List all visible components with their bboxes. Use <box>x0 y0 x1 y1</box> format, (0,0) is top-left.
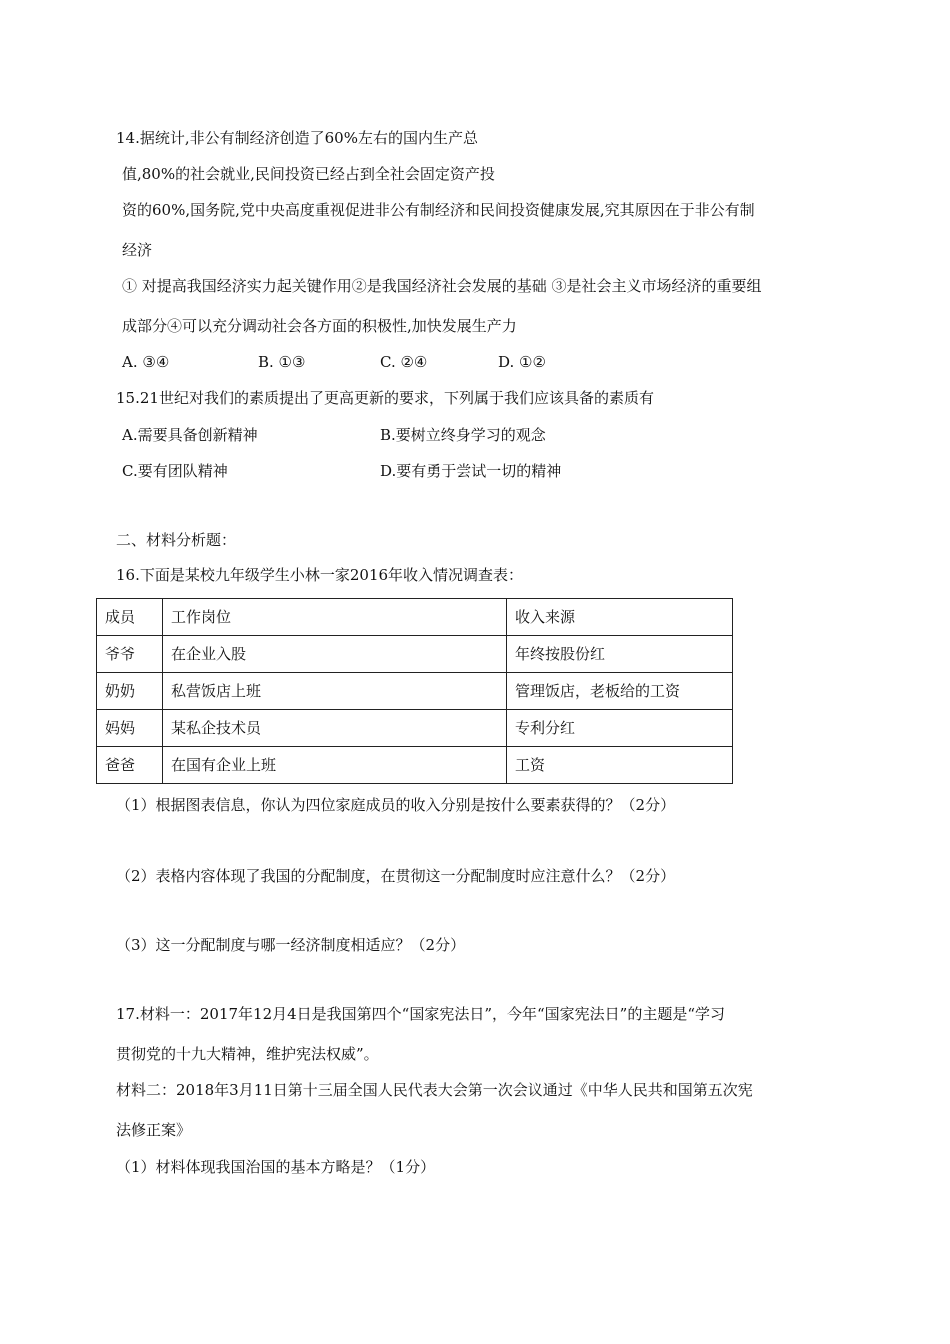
q17-material-1-line-2: 贯彻党的十九大精神，维护宪法权威”。 <box>116 1045 379 1063</box>
q14-line-1: 14.据统计,非公有制经济创造了60%左右的国内生产总 <box>116 129 478 147</box>
income-table <box>96 598 733 784</box>
q14-line-3: 资的60%,国务院,党中央高度重视促进非公有制经济和民间投资健康发展,究其原因在于非公有制 <box>122 201 755 219</box>
table-cell: 年终按股份红 <box>507 636 733 673</box>
q16-stem: 16.下面是某校九年级学生小林一家2016年收入情况调查表： <box>116 566 524 584</box>
table-cell: 奶奶 <box>97 673 163 710</box>
table-cell: 爸爸 <box>97 747 163 784</box>
q16-sub-question-3: （3）这一分配制度与哪一经济制度相适应？（2分） <box>116 936 466 954</box>
q17-sub-question-1: （1）材料体现我国治国的基本方略是？（1分） <box>116 1158 436 1176</box>
q14-option-a[interactable]: A. ③④ <box>122 353 170 371</box>
q15-option-a[interactable]: A.需要具备创新精神 <box>122 426 258 444</box>
table-cell: 工资 <box>507 747 733 784</box>
table-cell: 在企业入股 <box>163 636 507 673</box>
q15-stem: 15.21世纪对我们的素质提出了更高更新的要求，下列属于我们应该具备的素质有 <box>116 389 654 407</box>
table-cell: 爷爷 <box>97 636 163 673</box>
q16-sub-question-2: （2）表格内容体现了我国的分配制度，在贯彻这一分配制度时应注意什么？（2分） <box>116 867 676 885</box>
q17-material-1-line-1: 17.材料一：2017年12月4日是我国第四个“国家宪法日”，今年“国家宪法日”的主题是“学习 <box>116 1005 726 1023</box>
table-cell: 妈妈 <box>97 710 163 747</box>
table-header-cell: 收入来源 <box>507 599 733 636</box>
q14-line-4: 经济 <box>122 241 153 259</box>
q16-sub-question-1: （1）根据图表信息，你认为四位家庭成员的收入分别是按什么要素获得的？（2分） <box>116 796 676 814</box>
q17-material-2-line-2: 法修正案》 <box>116 1121 192 1139</box>
table-header-cell: 工作岗位 <box>163 599 507 636</box>
table-row <box>97 747 733 784</box>
table-cell: 某私企技术员 <box>163 710 507 747</box>
q15-option-d[interactable]: D.要有勇于尝试一切的精神 <box>380 462 562 480</box>
table-cell: 私营饭店上班 <box>163 673 507 710</box>
table-row <box>97 636 733 673</box>
q15-option-c[interactable]: C.要有团队精神 <box>122 462 228 480</box>
table-header-row <box>97 599 733 636</box>
q14-option-b[interactable]: B. ①③ <box>258 353 306 371</box>
section-2-title: 二、材料分析题： <box>116 531 237 549</box>
q14-option-d[interactable]: D. ①② <box>498 353 546 371</box>
q14-line-2: 值,80%的社会就业,民间投资已经占到全社会固定资产投 <box>122 165 495 183</box>
q14-statements-line-1: ① 对提高我国经济实力起关键作用②是我国经济社会发展的基础 ③是社会主义市场经济的重要组 <box>122 277 762 295</box>
table-row <box>97 710 733 747</box>
q17-material-2-line-1: 材料二：2018年3月11日第十三届全国人民代表大会第一次会议通过《中华人民共和国第五次宪 <box>116 1081 753 1099</box>
q14-statements-line-2: 成部分④可以充分调动社会各方面的积极性,加快发展生产力 <box>122 317 517 335</box>
table-header-cell: 成员 <box>97 599 163 636</box>
q15-option-b[interactable]: B.要树立终身学习的观念 <box>380 426 546 444</box>
table-cell: 在国有企业上班 <box>163 747 507 784</box>
table-row <box>97 673 733 710</box>
table-cell: 管理饭店，老板给的工资 <box>507 673 733 710</box>
q14-option-c[interactable]: C. ②④ <box>380 353 428 371</box>
table-cell: 专利分红 <box>507 710 733 747</box>
